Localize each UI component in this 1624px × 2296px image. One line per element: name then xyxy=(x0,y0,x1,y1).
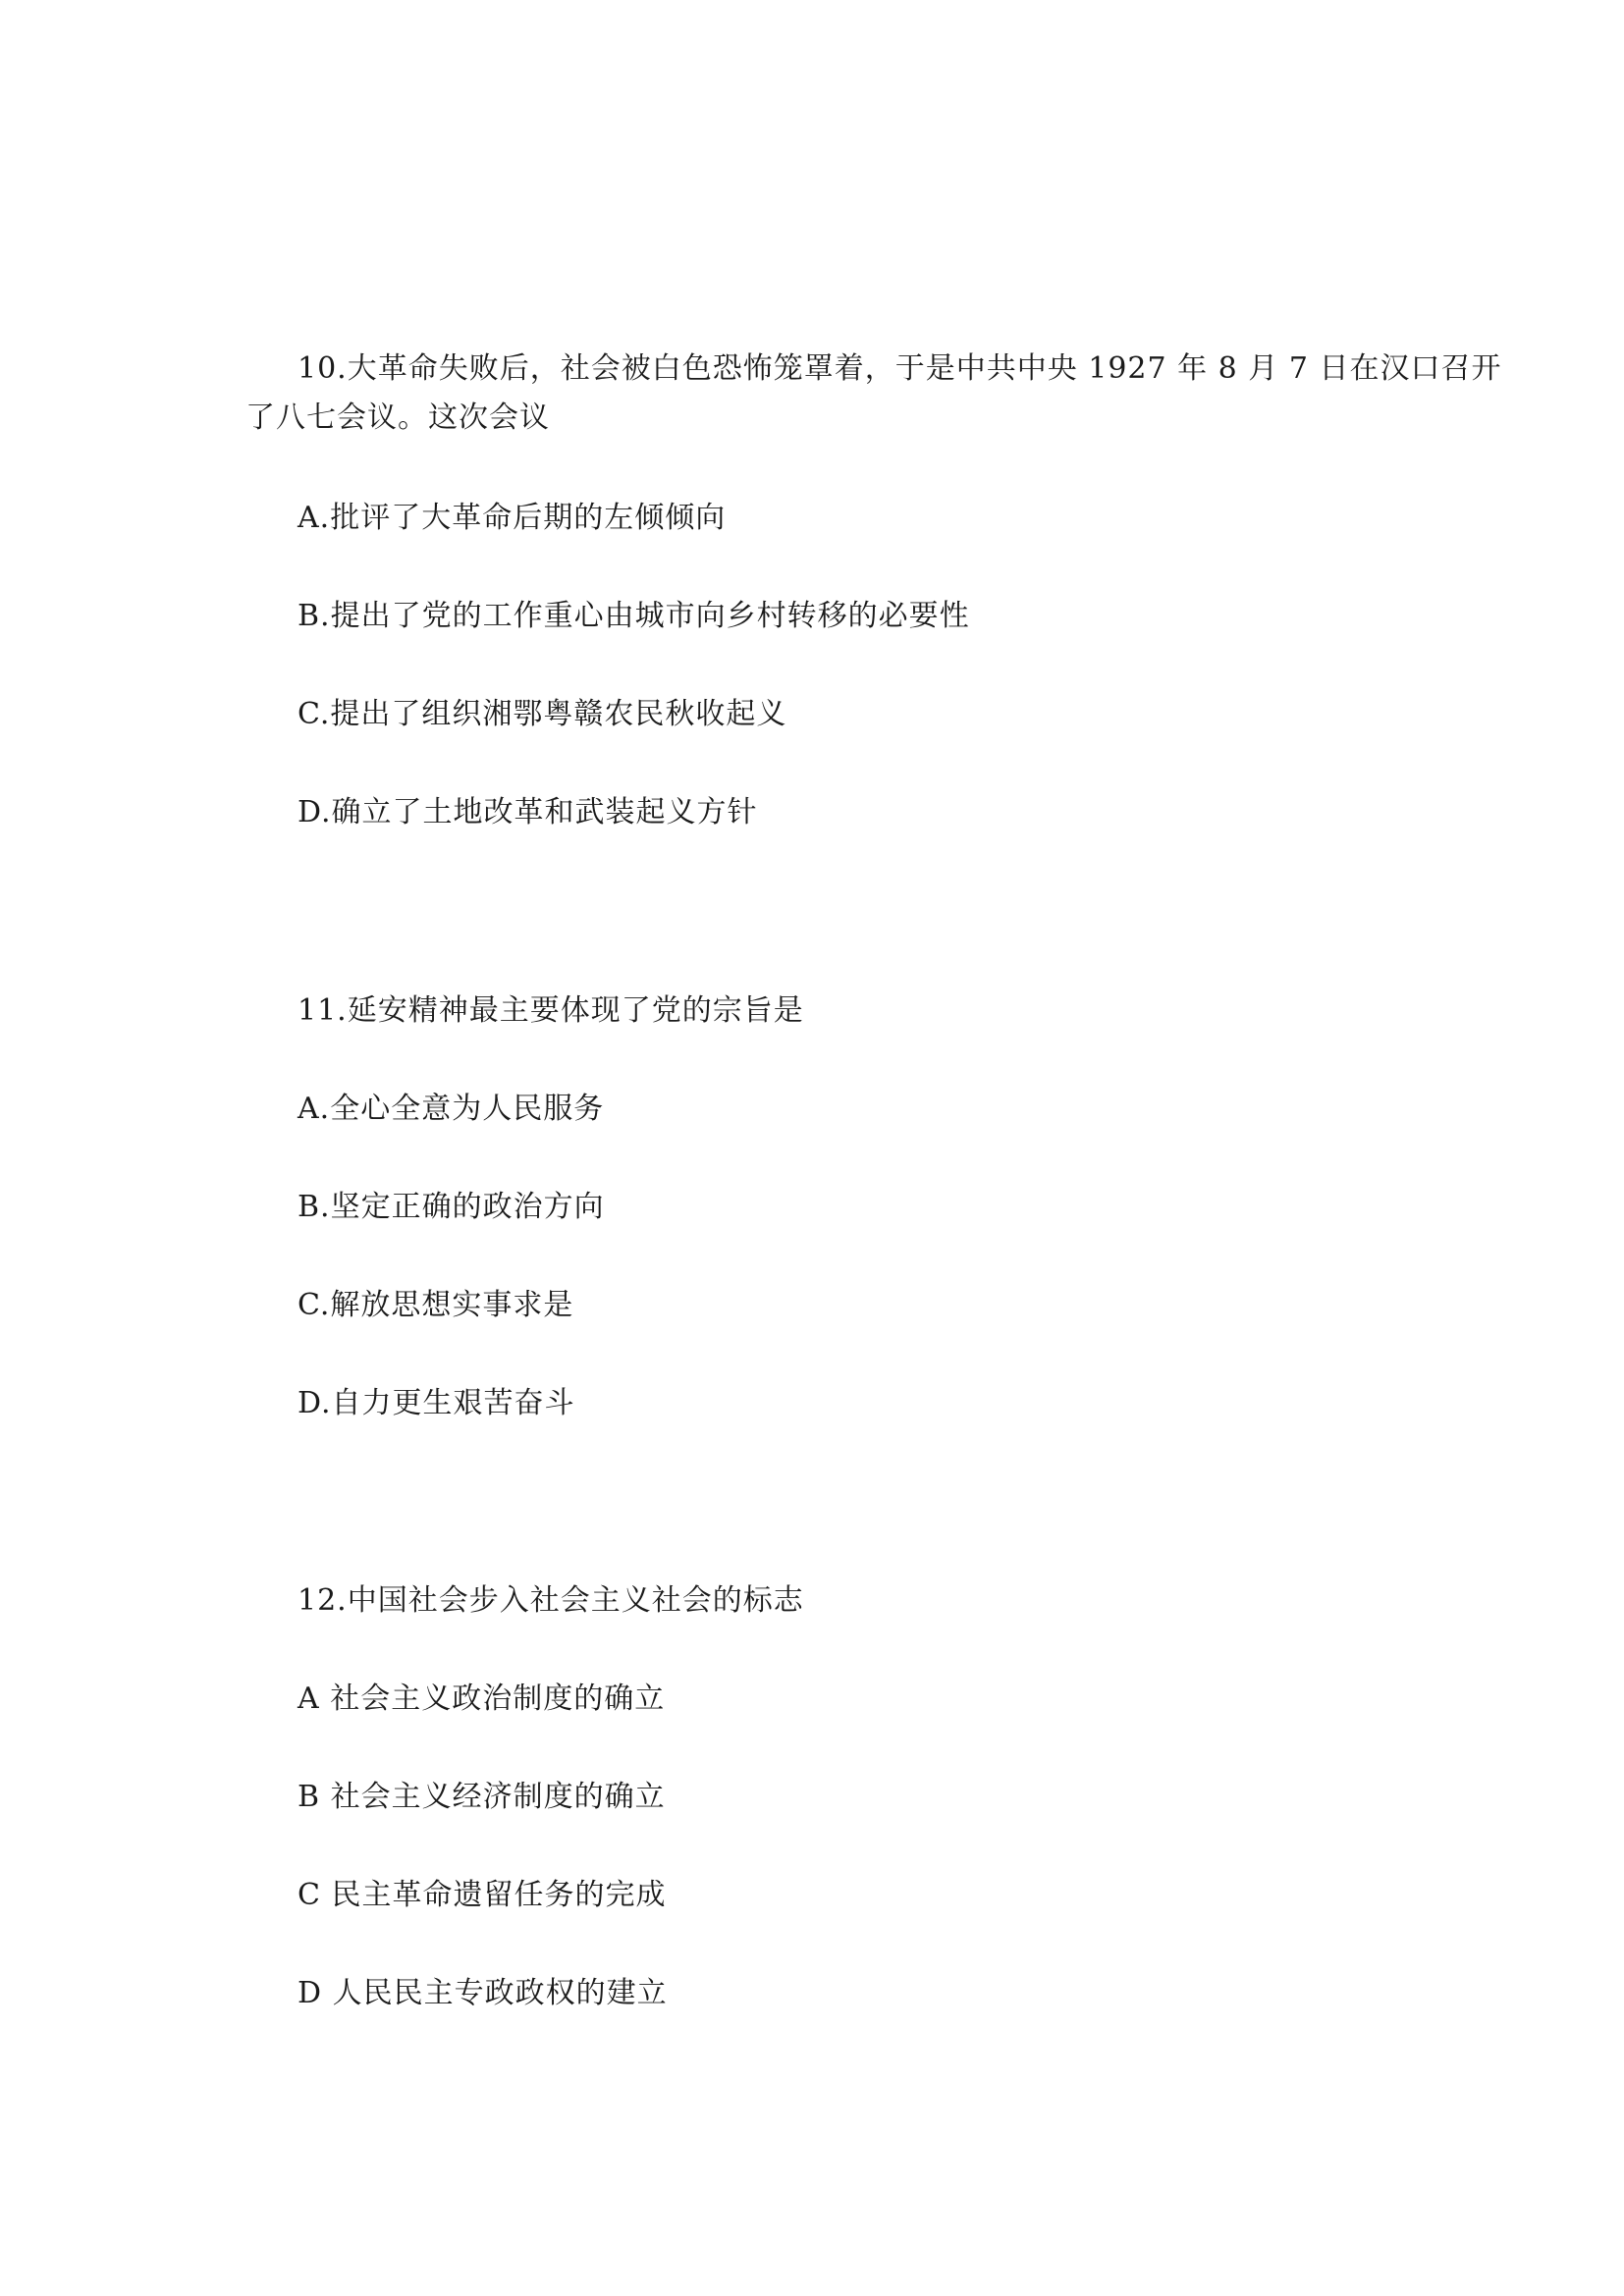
question-11-option-a: A.全心全意为人民服务 xyxy=(298,1092,605,1126)
question-10-option-a: A.批评了大革命后期的左倾倾向 xyxy=(298,501,727,535)
question-10-stem-line2: 了八七会议。这次会议 xyxy=(245,400,550,435)
question-10-option-d: D.确立了土地改革和武装起义方针 xyxy=(298,795,758,829)
question-11-option-c: C.解放思想实事求是 xyxy=(298,1288,574,1322)
question-10-stem-line1: 10.大革命失败后，社会被白色恐怖笼罩着，于是中共中央 1927 年 8 月 7 日在汉口召开 xyxy=(298,351,1502,386)
question-10-option-c: C.提出了组织湘鄂粤赣农民秋收起义 xyxy=(298,697,787,731)
question-12-option-a: A 社会主义政治制度的确立 xyxy=(298,1682,666,1716)
question-12-option-d: D 人民民主专政政权的建立 xyxy=(298,1976,668,2010)
question-11-option-b: B.坚定正确的政治方向 xyxy=(298,1190,605,1224)
question-11-option-d: D.自力更生艰苦奋斗 xyxy=(298,1386,575,1420)
question-12-option-c: C 民主革命遗留任务的完成 xyxy=(298,1878,667,1912)
question-10-option-b: B.提出了党的工作重心由城市向乡村转移的必要性 xyxy=(298,599,970,633)
question-11-stem: 11.延安精神最主要体现了党的宗旨是 xyxy=(298,993,804,1028)
question-12-stem: 12.中国社会步入社会主义社会的标志 xyxy=(298,1583,804,1618)
question-12-option-b: B 社会主义经济制度的确立 xyxy=(298,1780,666,1814)
